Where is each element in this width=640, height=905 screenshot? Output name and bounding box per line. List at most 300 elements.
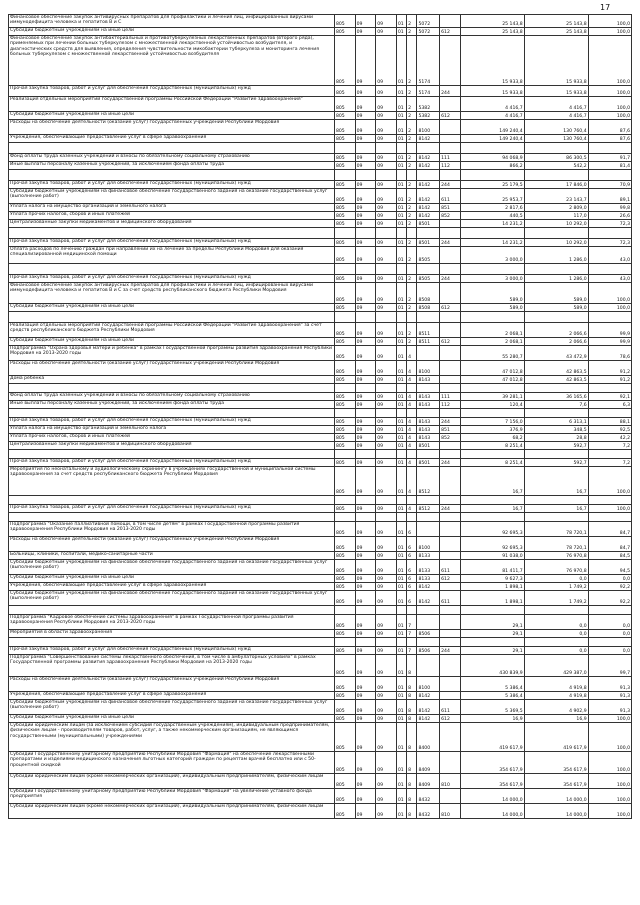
section-code-cell: 09 bbox=[355, 97, 376, 112]
expense-type-code-cell: 244 bbox=[440, 181, 461, 189]
ministry-code-cell: 805 bbox=[334, 212, 355, 220]
ministry-code-cell: 805 bbox=[334, 700, 355, 715]
ministry-code-cell: 805 bbox=[334, 804, 355, 819]
target-item-code-cell: 8100 bbox=[417, 677, 440, 692]
planned-amount-cell: 419 617,9 bbox=[460, 723, 524, 752]
program-code-cell: 01 bbox=[396, 505, 406, 513]
program-code-cell: 01 bbox=[396, 323, 406, 338]
subprogram-code-cell: 8 bbox=[407, 677, 417, 692]
target-item-code-cell: 8143 bbox=[417, 418, 440, 426]
table-row bbox=[9, 496, 632, 505]
subsection-code-cell: 09 bbox=[376, 28, 397, 36]
program-code-cell: 01 bbox=[396, 418, 406, 426]
planned-amount-cell: 14 231,2 bbox=[460, 239, 524, 247]
planned-amount-cell: 25 143,8 bbox=[460, 28, 524, 36]
row-name-cell: Прочая закупка товаров, работ и услуг для обеспечения государственных (муниципальных) нужд bbox=[9, 647, 335, 655]
expense-type-code-cell bbox=[440, 723, 461, 752]
row-name-cell: Субсидии бюджетным учреждениям на финансовое обеспечение государственного задания на оказание государственных услуг (выполнение работ) bbox=[9, 591, 335, 606]
program-code-cell: 01 bbox=[396, 135, 406, 143]
section-code-cell: 09 bbox=[355, 239, 376, 247]
program-code-cell: 01 bbox=[396, 692, 406, 700]
subsection-code-cell bbox=[376, 170, 397, 181]
executed-amount-cell bbox=[524, 450, 588, 459]
execution-percent-cell: 78,6 bbox=[588, 346, 631, 361]
execution-percent-cell: 91,7 bbox=[588, 154, 631, 162]
target-item-code-cell bbox=[417, 615, 440, 630]
target-item-code-cell: 5072 bbox=[417, 15, 440, 28]
program-code-cell: 01 bbox=[396, 28, 406, 36]
table-row bbox=[9, 36, 632, 86]
executed-amount-cell: 16,7 bbox=[524, 467, 588, 496]
program-code-cell: 01 bbox=[396, 723, 406, 752]
ministry-code-cell: 805 bbox=[334, 537, 355, 552]
target-item-code-cell: 8501 bbox=[417, 459, 440, 467]
ministry-code-cell bbox=[334, 312, 355, 323]
table-row bbox=[9, 154, 632, 162]
subprogram-code-cell: 6 bbox=[407, 522, 417, 537]
planned-amount-cell: 589,0 bbox=[460, 283, 524, 304]
executed-amount-cell: 419 617,9 bbox=[524, 723, 588, 752]
subsection-code-cell: 09 bbox=[376, 560, 397, 575]
expense-type-code-cell bbox=[440, 450, 461, 459]
subprogram-code-cell: 2 bbox=[407, 162, 417, 170]
ministry-code-cell: 805 bbox=[334, 752, 355, 774]
subprogram-code-cell: 4 bbox=[407, 467, 417, 496]
subsection-code-cell bbox=[376, 264, 397, 275]
target-item-code-cell: 8409 bbox=[417, 774, 440, 789]
subprogram-code-cell: 6 bbox=[407, 552, 417, 560]
planned-amount-cell: 866,2 bbox=[460, 162, 524, 170]
planned-amount-cell: 39 281,1 bbox=[460, 393, 524, 401]
ministry-code-cell: 805 bbox=[334, 692, 355, 700]
section-code-cell: 09 bbox=[355, 15, 376, 28]
table-row bbox=[9, 426, 632, 434]
subsection-code-cell: 09 bbox=[376, 239, 397, 247]
expense-type-code-cell: 612 bbox=[440, 28, 461, 36]
subsection-code-cell bbox=[376, 384, 397, 393]
section-code-cell bbox=[355, 143, 376, 154]
program-code-cell: 01 bbox=[396, 181, 406, 189]
execution-percent-cell bbox=[588, 638, 631, 647]
execution-percent-cell: 100,0 bbox=[588, 505, 631, 513]
row-name-cell: Финансовое обеспечение закупок антивирусных препаратов для профилактики и лечения лиц, инфицированных вирусами иммунодефицита человека и гепатитов В и С bbox=[9, 15, 335, 28]
execution-percent-cell: 70,9 bbox=[588, 181, 631, 189]
subsection-code-cell: 09 bbox=[376, 591, 397, 606]
table-row bbox=[9, 450, 632, 459]
execution-percent-cell: 94,5 bbox=[588, 560, 631, 575]
target-item-code-cell: 8432 bbox=[417, 789, 440, 804]
execution-percent-cell: 7,2 bbox=[588, 459, 631, 467]
ministry-code-cell: 805 bbox=[334, 715, 355, 723]
executed-amount-cell: 15 933,8 bbox=[524, 36, 588, 86]
subprogram-code-cell: 6 bbox=[407, 583, 417, 591]
execution-percent-cell bbox=[588, 513, 631, 522]
executed-amount-cell: 17 846,0 bbox=[524, 181, 588, 189]
row-name-cell: Субсидии бюджетным учреждениям на иные цели bbox=[9, 112, 335, 120]
row-name-cell: Субсидии Государственному унитарному предприятию Республики Мордовия "Фармация" на обеспечение лекарственными препаратами и изделиями медицинского назначения льготных категорий граждан по рецептам врачей бесплатно или с 50-процентной скидкой bbox=[9, 752, 335, 774]
subsection-code-cell: 09 bbox=[376, 655, 397, 677]
subprogram-code-cell: 4 bbox=[407, 393, 417, 401]
table-row bbox=[9, 120, 632, 135]
section-code-cell: 09 bbox=[355, 181, 376, 189]
subsection-code-cell bbox=[376, 312, 397, 323]
expense-type-code-cell bbox=[440, 135, 461, 143]
target-item-code-cell bbox=[417, 655, 440, 677]
executed-amount-cell: 42 863,5 bbox=[524, 361, 588, 376]
execution-percent-cell: 84,7 bbox=[588, 522, 631, 537]
planned-amount-cell: 15 933,8 bbox=[460, 86, 524, 97]
table-row bbox=[9, 692, 632, 700]
executed-amount-cell: 354 617,9 bbox=[524, 774, 588, 789]
executed-amount-cell: 7,6 bbox=[524, 401, 588, 409]
table-row bbox=[9, 384, 632, 393]
execution-percent-cell: 99,9 bbox=[588, 323, 631, 338]
program-code-cell bbox=[396, 450, 406, 459]
ministry-code-cell: 805 bbox=[334, 615, 355, 630]
target-item-code-cell bbox=[417, 409, 440, 418]
execution-percent-cell bbox=[588, 496, 631, 505]
execution-percent-cell: 91,3 bbox=[588, 692, 631, 700]
execution-percent-cell: 72,3 bbox=[588, 239, 631, 247]
target-item-code-cell bbox=[417, 264, 440, 275]
planned-amount-cell: 5 386,4 bbox=[460, 677, 524, 692]
expense-type-code-cell: 611 bbox=[440, 591, 461, 606]
planned-amount-cell: 47 012,8 bbox=[460, 376, 524, 384]
subprogram-code-cell: 2 bbox=[407, 154, 417, 162]
target-item-code-cell: 8100 bbox=[417, 120, 440, 135]
ministry-code-cell: 805 bbox=[334, 418, 355, 426]
target-item-code-cell: 8142 bbox=[417, 212, 440, 220]
target-item-code-cell: 8508 bbox=[417, 304, 440, 312]
executed-amount-cell: 14 000,0 bbox=[524, 789, 588, 804]
expense-type-code-cell bbox=[440, 247, 461, 264]
table-row bbox=[9, 467, 632, 496]
executed-amount-cell bbox=[524, 496, 588, 505]
target-item-code-cell: 5382 bbox=[417, 97, 440, 112]
executed-amount-cell: 4 902,9 bbox=[524, 700, 588, 715]
table-row bbox=[9, 774, 632, 789]
program-code-cell: 01 bbox=[396, 120, 406, 135]
executed-amount-cell bbox=[524, 606, 588, 615]
program-code-cell: 01 bbox=[396, 36, 406, 86]
row-name-cell: Подпрограмма "Охрана здоровья матери и ребенка" в рамках Государственной программы развития здравоохранения Республики Мордовия на 2013-2020 годы bbox=[9, 346, 335, 361]
row-name-cell: Расходы на обеспечение деятельности (оказание услуг) государственных учреждений Республики Мордовия bbox=[9, 677, 335, 692]
subprogram-code-cell: 8 bbox=[407, 804, 417, 819]
subsection-code-cell: 09 bbox=[376, 376, 397, 384]
execution-percent-cell: 100,0 bbox=[588, 15, 631, 28]
ministry-code-cell: 805 bbox=[334, 220, 355, 228]
planned-amount-cell: 376,9 bbox=[460, 426, 524, 434]
subsection-code-cell bbox=[376, 450, 397, 459]
execution-percent-cell: 92,2 bbox=[588, 591, 631, 606]
subsection-code-cell: 09 bbox=[376, 304, 397, 312]
subsection-code-cell: 09 bbox=[376, 418, 397, 426]
ministry-code-cell: 805 bbox=[334, 346, 355, 361]
table-row bbox=[9, 304, 632, 312]
target-item-code-cell: 8511 bbox=[417, 323, 440, 338]
subprogram-code-cell bbox=[407, 496, 417, 505]
executed-amount-cell: 28,8 bbox=[524, 434, 588, 442]
target-item-code-cell: 8142 bbox=[417, 583, 440, 591]
target-item-code-cell: 8142 bbox=[417, 181, 440, 189]
program-code-cell: 01 bbox=[396, 752, 406, 774]
table-row bbox=[9, 804, 632, 819]
target-item-code-cell: 8143 bbox=[417, 434, 440, 442]
row-name-cell: Учреждения, обеспечивающие предоставление услуг в сфере здравоохранения bbox=[9, 583, 335, 591]
target-item-code-cell: 8143 bbox=[417, 426, 440, 434]
planned-amount-cell: 29,1 bbox=[460, 647, 524, 655]
planned-amount-cell: 589,0 bbox=[460, 304, 524, 312]
subsection-code-cell: 09 bbox=[376, 120, 397, 135]
executed-amount-cell: 354 617,9 bbox=[524, 752, 588, 774]
expense-type-code-cell bbox=[440, 220, 461, 228]
executed-amount-cell: 42 863,5 bbox=[524, 376, 588, 384]
table-row bbox=[9, 434, 632, 442]
program-code-cell: 01 bbox=[396, 275, 406, 283]
table-row bbox=[9, 228, 632, 239]
subsection-code-cell: 09 bbox=[376, 575, 397, 583]
program-code-cell: 01 bbox=[396, 283, 406, 304]
subsection-code-cell: 09 bbox=[376, 434, 397, 442]
subprogram-code-cell bbox=[407, 409, 417, 418]
planned-amount-cell: 3 000,0 bbox=[460, 275, 524, 283]
table-row bbox=[9, 135, 632, 143]
expense-type-code-cell bbox=[440, 36, 461, 86]
section-code-cell: 09 bbox=[355, 323, 376, 338]
program-code-cell: 01 bbox=[396, 376, 406, 384]
subsection-code-cell: 09 bbox=[376, 15, 397, 28]
program-code-cell: 01 bbox=[396, 247, 406, 264]
subsection-code-cell: 09 bbox=[376, 630, 397, 638]
execution-percent-cell: 100,0 bbox=[588, 467, 631, 496]
table-row bbox=[9, 442, 632, 450]
executed-amount-cell: 4 416,7 bbox=[524, 97, 588, 112]
expense-type-code-cell: 810 bbox=[440, 774, 461, 789]
subprogram-code-cell: 4 bbox=[407, 418, 417, 426]
subprogram-code-cell: 7 bbox=[407, 647, 417, 655]
execution-percent-cell: 87,6 bbox=[588, 120, 631, 135]
expense-type-code-cell: 244 bbox=[440, 418, 461, 426]
execution-percent-cell: 81,4 bbox=[588, 162, 631, 170]
table-row bbox=[9, 522, 632, 537]
ministry-code-cell: 805 bbox=[334, 338, 355, 346]
expense-type-code-cell bbox=[440, 552, 461, 560]
section-code-cell: 09 bbox=[355, 112, 376, 120]
ministry-code-cell: 805 bbox=[334, 426, 355, 434]
program-code-cell: 01 bbox=[396, 560, 406, 575]
expense-type-code-cell: 810 bbox=[440, 804, 461, 819]
section-code-cell: 09 bbox=[355, 247, 376, 264]
ministry-code-cell: 805 bbox=[334, 154, 355, 162]
row-name-cell bbox=[9, 409, 335, 418]
target-item-code-cell: 8143 bbox=[417, 401, 440, 409]
target-item-code-cell bbox=[417, 228, 440, 239]
expense-type-code-cell bbox=[440, 120, 461, 135]
ministry-code-cell: 805 bbox=[334, 28, 355, 36]
execution-percent-cell: 84,5 bbox=[588, 552, 631, 560]
ministry-code-cell: 805 bbox=[334, 239, 355, 247]
section-code-cell: 09 bbox=[355, 220, 376, 228]
execution-percent-cell bbox=[588, 450, 631, 459]
row-name-cell: Мероприятия по неонатальному и аудиологическому скринингу в учреждениях государственной и муниципальной системы здравоохранения за счет средств республиканского бюджета Республики Мордовия bbox=[9, 467, 335, 496]
program-code-cell bbox=[396, 496, 406, 505]
executed-amount-cell: 6 313,1 bbox=[524, 418, 588, 426]
ministry-code-cell: 805 bbox=[334, 434, 355, 442]
planned-amount-cell: 354 617,9 bbox=[460, 752, 524, 774]
planned-amount-cell: 430 839,9 bbox=[460, 655, 524, 677]
expense-type-code-cell bbox=[440, 606, 461, 615]
program-code-cell: 01 bbox=[396, 361, 406, 376]
program-code-cell: 01 bbox=[396, 467, 406, 496]
execution-percent-cell bbox=[588, 606, 631, 615]
executed-amount-cell: 2 066,6 bbox=[524, 338, 588, 346]
table-row bbox=[9, 401, 632, 409]
program-code-cell: 01 bbox=[396, 700, 406, 715]
target-item-code-cell: 8506 bbox=[417, 630, 440, 638]
execution-percent-cell: 7,2 bbox=[588, 442, 631, 450]
section-code-cell: 09 bbox=[355, 615, 376, 630]
table-row bbox=[9, 505, 632, 513]
subprogram-code-cell bbox=[407, 606, 417, 615]
executed-amount-cell: 76 970,8 bbox=[524, 552, 588, 560]
row-name-cell bbox=[9, 170, 335, 181]
planned-amount-cell bbox=[460, 143, 524, 154]
program-code-cell: 01 bbox=[396, 575, 406, 583]
target-item-code-cell: 5174 bbox=[417, 86, 440, 97]
execution-percent-cell: 43,0 bbox=[588, 275, 631, 283]
section-code-cell: 09 bbox=[355, 418, 376, 426]
ministry-code-cell: 805 bbox=[334, 442, 355, 450]
planned-amount-cell: 94 068,9 bbox=[460, 154, 524, 162]
execution-percent-cell: 92,2 bbox=[588, 583, 631, 591]
executed-amount-cell: 76 970,8 bbox=[524, 560, 588, 575]
ministry-code-cell: 805 bbox=[334, 723, 355, 752]
expense-type-code-cell bbox=[440, 752, 461, 774]
expense-type-code-cell: 112 bbox=[440, 162, 461, 170]
execution-percent-cell: 91,3 bbox=[588, 677, 631, 692]
executed-amount-cell: 542,2 bbox=[524, 162, 588, 170]
executed-amount-cell: 15 933,8 bbox=[524, 86, 588, 97]
subprogram-code-cell bbox=[407, 143, 417, 154]
table-row bbox=[9, 789, 632, 804]
executed-amount-cell: 0,0 bbox=[524, 630, 588, 638]
section-code-cell: 09 bbox=[355, 28, 376, 36]
ministry-code-cell: 805 bbox=[334, 36, 355, 86]
table-row bbox=[9, 583, 632, 591]
planned-amount-cell bbox=[460, 513, 524, 522]
execution-percent-cell: 99,9 bbox=[588, 338, 631, 346]
subsection-code-cell: 09 bbox=[376, 442, 397, 450]
expense-type-code-cell bbox=[440, 467, 461, 496]
target-item-code-cell: 8142 bbox=[417, 700, 440, 715]
subsection-code-cell: 09 bbox=[376, 552, 397, 560]
section-code-cell: 09 bbox=[355, 537, 376, 552]
program-code-cell: 01 bbox=[396, 442, 406, 450]
execution-percent-cell: 84,7 bbox=[588, 537, 631, 552]
row-name-cell: Прочая закупка товаров, работ и услуг для обеспечения государственных (муниципальных) нужд bbox=[9, 239, 335, 247]
row-name-cell bbox=[9, 450, 335, 459]
execution-percent-cell: 91,3 bbox=[588, 700, 631, 715]
target-item-code-cell: 8142 bbox=[417, 189, 440, 204]
execution-percent-cell bbox=[588, 312, 631, 323]
program-code-cell: 01 bbox=[396, 677, 406, 692]
executed-amount-cell: 2 066,6 bbox=[524, 323, 588, 338]
ministry-code-cell: 805 bbox=[334, 323, 355, 338]
target-item-code-cell bbox=[417, 638, 440, 647]
ministry-code-cell: 805 bbox=[334, 677, 355, 692]
row-name-cell: Субсидии бюджетным учреждениям на иные цели bbox=[9, 715, 335, 723]
section-code-cell: 09 bbox=[355, 434, 376, 442]
section-code-cell: 09 bbox=[355, 283, 376, 304]
subprogram-code-cell: 8 bbox=[407, 723, 417, 752]
expense-type-code-cell bbox=[440, 630, 461, 638]
subsection-code-cell: 09 bbox=[376, 723, 397, 752]
subsection-code-cell: 09 bbox=[376, 774, 397, 789]
planned-amount-cell: 120,4 bbox=[460, 401, 524, 409]
row-name-cell: Мероприятия в области здравоохранения bbox=[9, 630, 335, 638]
section-code-cell: 09 bbox=[355, 376, 376, 384]
execution-percent-cell: 43,0 bbox=[588, 247, 631, 264]
execution-percent-cell bbox=[588, 228, 631, 239]
row-name-cell bbox=[9, 496, 335, 505]
execution-percent-cell: 100,0 bbox=[588, 28, 631, 36]
ministry-code-cell: 805 bbox=[334, 135, 355, 143]
row-name-cell: Уплата налога на имущество организаций и земельного налога bbox=[9, 204, 335, 212]
table-row bbox=[9, 591, 632, 606]
execution-percent-cell: 92,5 bbox=[588, 426, 631, 434]
subsection-code-cell: 09 bbox=[376, 181, 397, 189]
execution-percent-cell: 100,0 bbox=[588, 715, 631, 723]
ministry-code-cell: 805 bbox=[334, 120, 355, 135]
row-name-cell: Фонд оплаты труда казенных учреждений и взносы по обязательному социальному страхованию bbox=[9, 393, 335, 401]
row-name-cell: Уплата налога на имущество организаций и земельного налога bbox=[9, 426, 335, 434]
planned-amount-cell: 92 695,3 bbox=[460, 537, 524, 552]
ministry-code-cell bbox=[334, 450, 355, 459]
program-code-cell bbox=[396, 143, 406, 154]
ministry-code-cell: 805 bbox=[334, 162, 355, 170]
subsection-code-cell: 09 bbox=[376, 275, 397, 283]
subprogram-code-cell: 6 bbox=[407, 575, 417, 583]
planned-amount-cell: 81 411,7 bbox=[460, 560, 524, 575]
row-name-cell: Расходы на обеспечение деятельности (оказание услуг) государственных учреждений Республики Мордовия bbox=[9, 120, 335, 135]
program-code-cell: 01 bbox=[396, 86, 406, 97]
executed-amount-cell: 592,7 bbox=[524, 442, 588, 450]
subsection-code-cell: 09 bbox=[376, 522, 397, 537]
ministry-code-cell bbox=[334, 409, 355, 418]
section-code-cell: 09 bbox=[355, 401, 376, 409]
table-row bbox=[9, 655, 632, 677]
table-row bbox=[9, 264, 632, 275]
execution-percent-cell: 92,1 bbox=[588, 393, 631, 401]
row-name-cell: Фонд оплаты труда казенных учреждений и взносы по обязательному социальному страхованию bbox=[9, 154, 335, 162]
execution-percent-cell: 0,0 bbox=[588, 615, 631, 630]
expense-type-code-cell: 851 bbox=[440, 426, 461, 434]
program-code-cell: 01 bbox=[396, 189, 406, 204]
section-code-cell bbox=[355, 638, 376, 647]
program-code-cell: 01 bbox=[396, 537, 406, 552]
program-code-cell: 01 bbox=[396, 615, 406, 630]
subprogram-code-cell: 2 bbox=[407, 247, 417, 264]
expense-type-code-cell bbox=[440, 143, 461, 154]
row-name-cell bbox=[9, 143, 335, 154]
ministry-code-cell: 805 bbox=[334, 393, 355, 401]
table-row bbox=[9, 615, 632, 630]
planned-amount-cell bbox=[460, 384, 524, 393]
subsection-code-cell: 09 bbox=[376, 401, 397, 409]
row-name-cell: Прочая закупка товаров, работ и услуг для обеспечения государственных (муниципальных) нужд bbox=[9, 181, 335, 189]
subprogram-code-cell: 2 bbox=[407, 275, 417, 283]
table-row bbox=[9, 638, 632, 647]
